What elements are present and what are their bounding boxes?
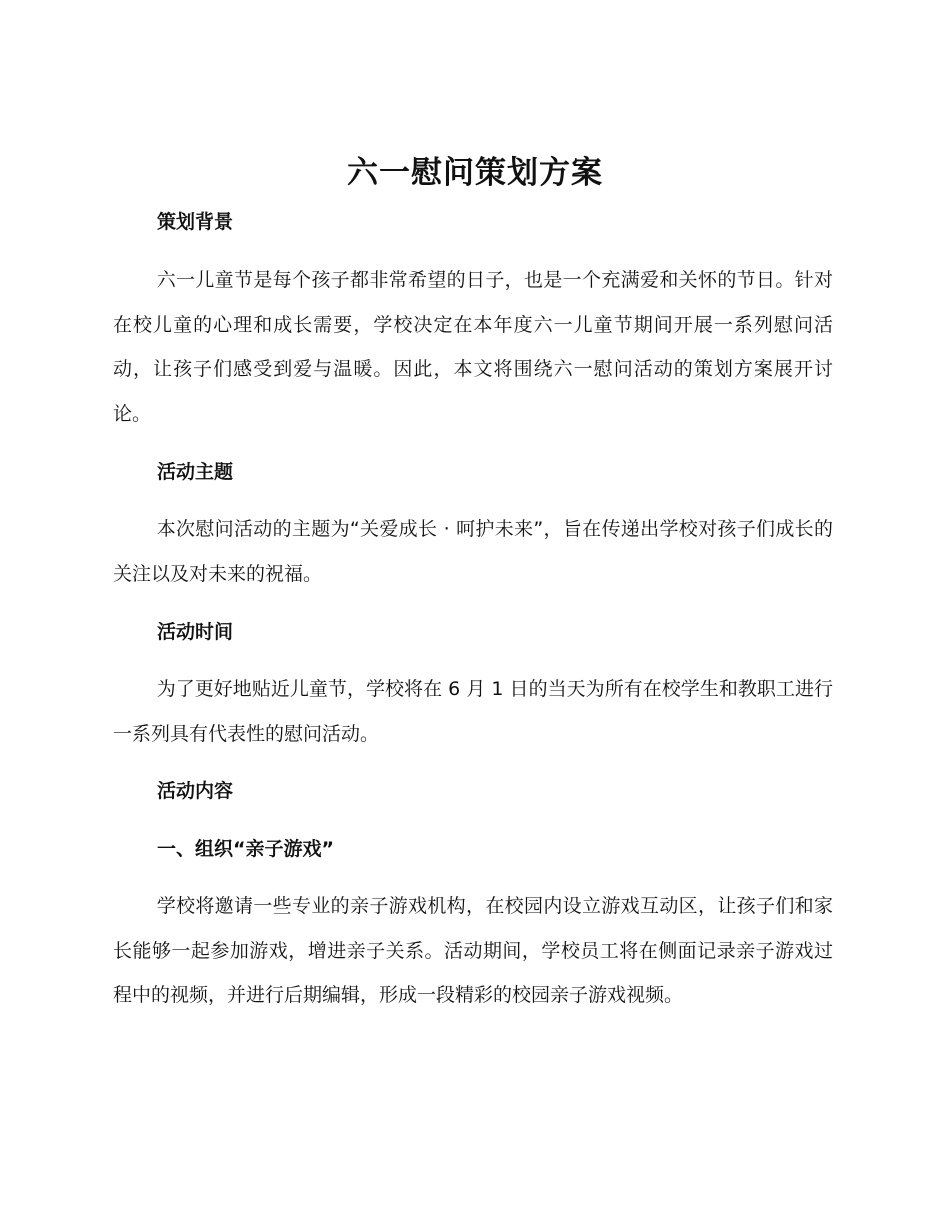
section-paragraph-time: 为了更好地贴近儿童节，学校将在 6 月 1 日的当天为所有在校学生和教职工进行一系列具有代表性的慰问活动。 (113, 678, 833, 745)
section-heading-content: 活动内容 (157, 780, 234, 802)
section-heading-parent-child-game: 一、组织“亲子游戏” (157, 838, 334, 860)
section-heading-theme: 活动主题 (157, 461, 234, 483)
section-heading-time: 活动时间 (157, 621, 234, 643)
section-paragraph-background: 六一儿童节是每个孩子都非常希望的日子，也是一个充满爱和关怀的节日。针对在校儿童的心理和成长需要，学校决定在本年度六一儿童节期间开展一系列慰问活动，让孩子们感受到爱与温暖。因此，本文将围绕六一慰问活动的策划方案展开讨论。 (113, 269, 833, 425)
section-heading-background: 策划背景 (157, 211, 234, 233)
section-paragraph-theme: 本次慰问活动的主题为“关爱成长 · 呵护未来”，旨在传递出学校对孩子们成长的关注以及对未来的祝福。 (113, 518, 833, 585)
section-paragraph-parent-child-game: 学校将邀请一些专业的亲子游戏机构，在校园内设立游戏互动区，让孩子们和家长能够一起参加游戏，增进亲子关系。活动期间，学校员工将在侧面记录亲子游戏过程中的视频，并进行后期编辑，形成一段精彩的校园亲子游戏视频。 (113, 895, 833, 1007)
document-title: 六一慰问策划方案 (347, 155, 603, 191)
